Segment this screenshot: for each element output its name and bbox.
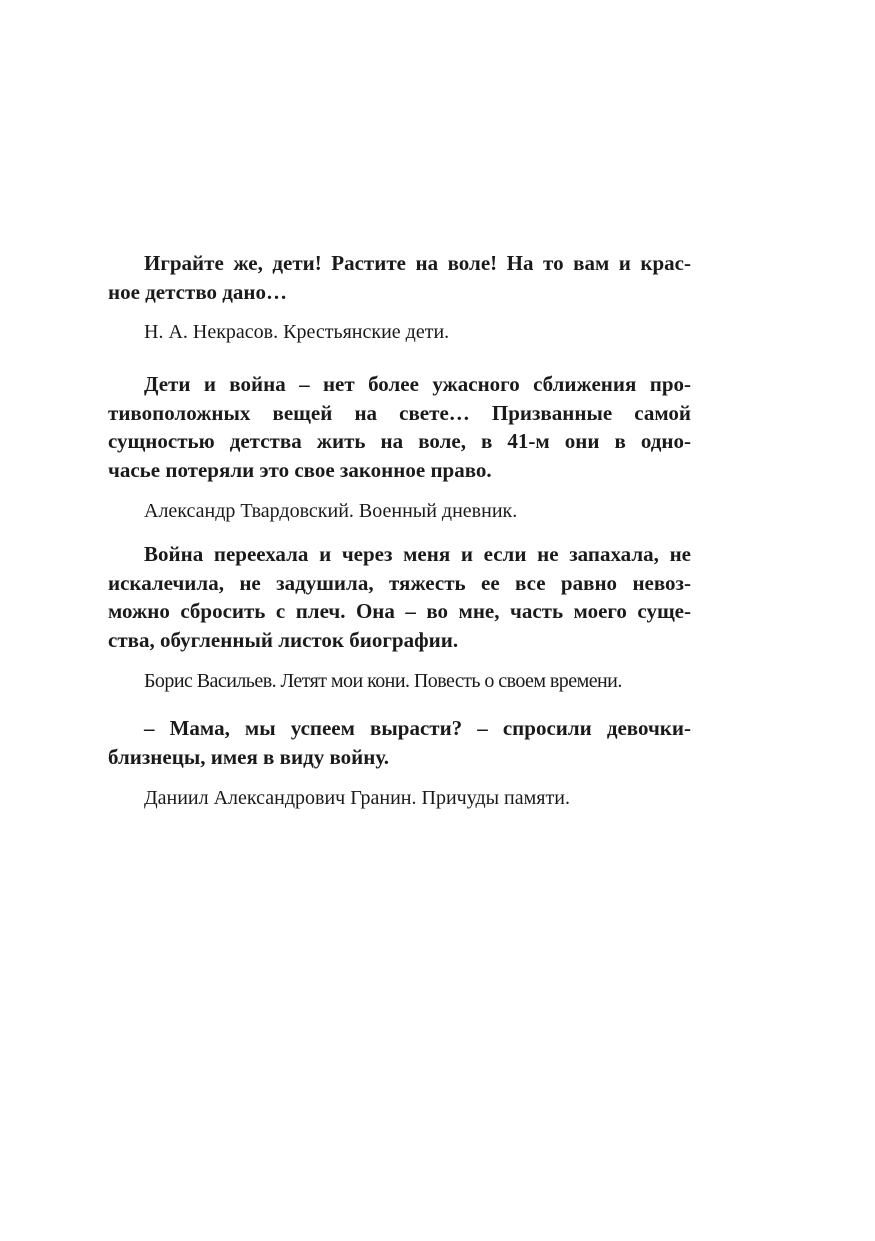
epigraph-source: Александр Твардовский. Военный дневник. [144, 500, 518, 522]
epigraph-vasiliev [108, 540, 691, 694]
quote-line: близнецы, имея в виду войну. [108, 744, 389, 769]
epigraph-quote [108, 370, 691, 484]
quote-line: часье потеряли это свое законное право. [108, 457, 492, 482]
quote-line: Дети и война – нет более ужасного сближения про- [144, 372, 691, 396]
quote-line: Война переехала и через меня и если не запахала, не [144, 542, 691, 566]
quote-line: сущностью детства жить на воле, в 41-м они в одно- [108, 429, 691, 453]
epigraph-quote [108, 249, 691, 306]
quote-line: – Мама, мы успеем вырасти? – спросили девочки- [144, 716, 691, 740]
epigraph-nekrasov [108, 249, 691, 345]
epigraph-source: Н. А. Некрасов. Крестьянские дети. [144, 321, 450, 343]
quote-line: искалечила, не задушила, тяжесть ее все равно невоз- [108, 570, 691, 595]
epigraph-source: Борис Васильев. Летят мои кони. Повесть о своем времени. [144, 670, 622, 692]
quote-line: можно сбросить с плеч. Она – во мне, часть моего суще- [108, 599, 691, 623]
epigraph-quote [108, 714, 691, 771]
epigraph-source: Даниил Александрович Гранин. Причуды памяти. [144, 787, 570, 809]
quote-line: ное детство дано… [108, 279, 287, 304]
quote-line: тивоположных вещей на свете… Призванные самой [108, 400, 691, 425]
quote-line: Играйте же, дети! Растите на воле! На то вам и крас- [144, 251, 691, 275]
epigraph-granin [108, 714, 691, 811]
epigraph-tvardovsky [108, 370, 691, 524]
epigraph-quote [108, 540, 691, 654]
quote-line: ства, обугленный листок биографии. [108, 627, 459, 652]
